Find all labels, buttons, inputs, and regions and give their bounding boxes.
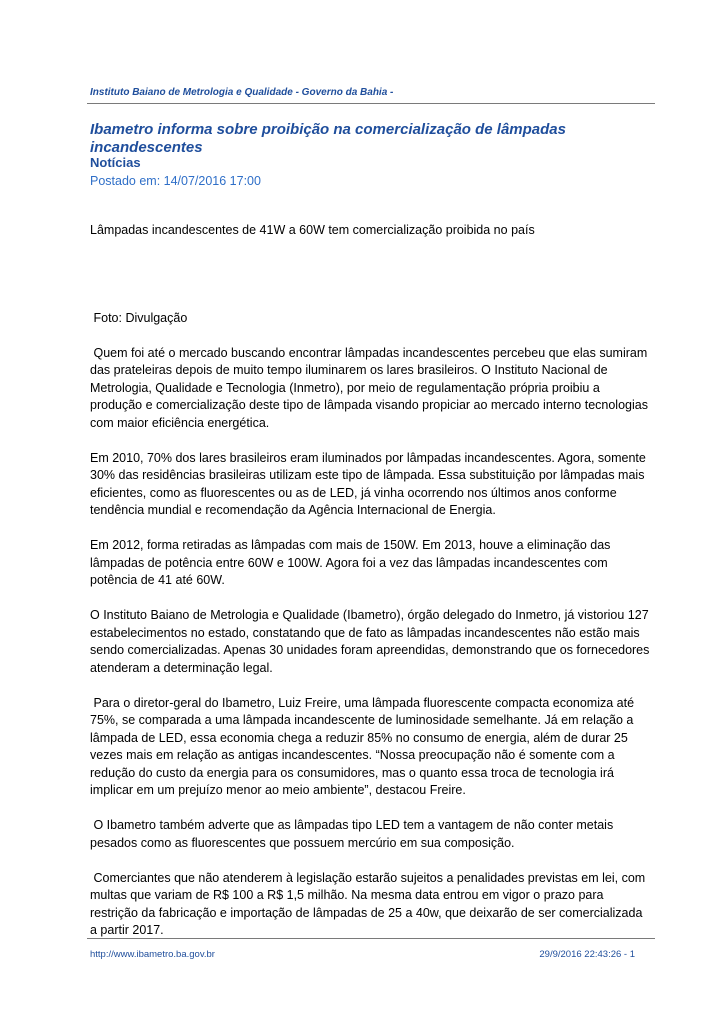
article-paragraph: Em 2012, forma retiradas as lâmpadas com mais de 150W. Em 2013, houve a eliminação das lâmpadas de potência entre 60W e 100W. Agora foi a vez das lâmpadas incandescentes com potência de 41 até 60W. [90,538,611,587]
article-lead: Lâmpadas incandescentes de 41W a 60W tem comercialização proibida no país [90,223,535,237]
article-paragraph: Comerciantes que não atenderem à legislação estarão sujeitos a penalidades previstas em lei, com multas que variam de R$ 100 a R$ 1,5 milhão. Na mesma data entrou em vigor o prazo para restrição da fabricação e importação de lâmpadas de 25 a 40w, que deixarão de ser comercializada a partir 2017. [90,870,649,937]
article-body [90,222,650,957]
footer-divider [87,938,655,939]
footer-url-link[interactable]: http://www.ibametro.ba.gov.br [90,949,215,960]
article-paragraph: Para o diretor-geral do Ibametro, Luiz Freire, uma lâmpada fluorescente compacta economiza até 75%, se comparada a uma lâmpada incandescente de luminosidade semelhante. Já em relação a lâmpada de LED, essa economia chega a reduzir 85% no consumo de energia, além de durar 25 vezes mais em relação as antigas incandescentes. “Nossa preocupação não é somente com a redução do custo da energia para os consumidores, mas o quanto essa troca de tecnologia irá implicar em um prejuízo menor ao meio ambiente”, destacou Freire. [90,695,638,797]
header-divider [87,103,655,104]
article-posted-date: Postado em: 14/07/2016 17:00 [90,174,261,188]
article-paragraph: Em 2010, 70% dos lares brasileiros eram iluminados por lâmpadas incandescentes. Agora, somente 30% das residências brasileiras utilizam este tipo de lâmpada. Essa substituição por lâmpadas mais eficientes, como as fluorescentes ou as de LED, já vinha ocorrendo nos últimos anos conforme tendência mundial e recomendação da Agência Internacional de Energia. [90,450,646,517]
photo-credit: Foto: Divulgação [90,310,188,325]
site-header: Instituto Baiano de Metrologia e Qualidade - Governo da Bahia - [90,87,394,98]
article-paragraph: O Ibametro também adverte que as lâmpadas tipo LED tem a vantagem de não conter metais pesados como as fluorescentes que possuem mercúrio em sua composição. [90,818,617,850]
article-category: Notícias [90,155,141,170]
article-paragraph: Quem foi até o mercado buscando encontrar lâmpadas incandescentes percebeu que elas sumiram das prateleiras depois de muito tempo iluminarem os lares brasileiros. O Instituto Nacional de Metrologia, Qualidade e Tecnologia (Inmetro), por meio de regulamentação própria proibiu a produção e comercialização deste tipo de lâmpada visando propiciar ao mercado interno tecnologias com maior eficiência energética. [90,345,652,430]
article-title[interactable]: Ibametro informa sobre proibição na comercialização de lâmpadas incandescentes [90,121,566,156]
article-paragraph: O Instituto Baiano de Metrologia e Qualidade (Ibametro), órgão delegado do Inmetro, já vistoriou 127 estabelecimentos no estado, constatando que de fato as lâmpadas incandescentes não estão mais sendo comercializadas. Apenas 30 unidades foram apreendidas, demonstrando que os fornecedores atenderam a determinação legal. [90,608,650,675]
footer-timestamp: 29/9/2016 22:43:26 - 1 [539,949,635,960]
